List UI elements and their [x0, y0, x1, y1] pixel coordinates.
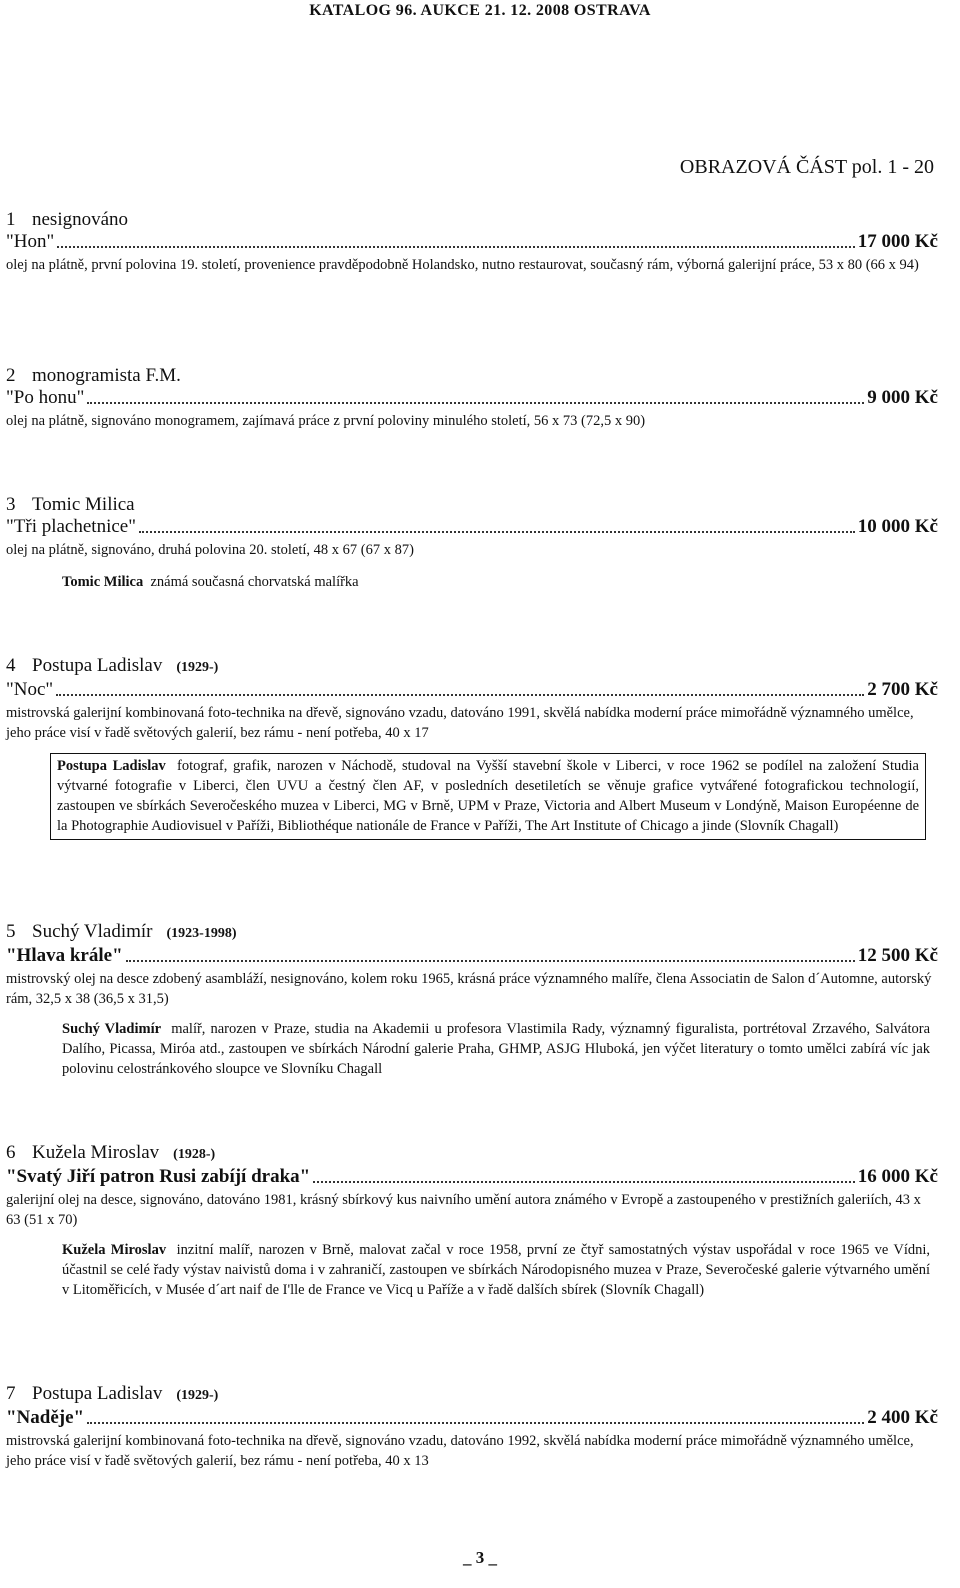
lot-title: "Svatý Jiří patron Rusi zabíjí draka": [6, 1166, 311, 1187]
lot-author: monogramista F.M.: [32, 365, 181, 386]
lot-title: "Noc": [6, 679, 54, 700]
lot-description: mistrovský olej na desce zdobený asambláží, nesignováno, kolem roku 1965, krásná práce významného malíře, člena Associatin de Salon d´Automne, autorský rám, 32,5 x 38 (36,5 x 31,5): [6, 971, 932, 1007]
lot-price: 2 400 Kč: [867, 1407, 938, 1428]
lot-head: [6, 364, 938, 387]
page-number: _ 3 _: [463, 1548, 497, 1567]
lot-years: (1929-): [176, 660, 219, 675]
lot-description: olej na plátně, signováno, druhá polovina 20. století, 48 x 67 (67 x 87): [6, 542, 414, 558]
lot-description: mistrovská galerijní kombinovaná foto-technika na dřevě, signováno vzadu, datováno 1991, skvělá nabídka moderní práce mimořádně významného umělce, jeho práce visí v řadě světových galerií, bez rámu - není potřeba, 40 x 17: [6, 705, 914, 741]
lot-number: 4: [6, 655, 16, 676]
lot-author: Postupa Ladislav: [32, 1383, 163, 1404]
lot-6: [6, 1141, 938, 1300]
lot-author: nesignováno: [32, 209, 129, 230]
lot-description: olej na plátně, první polovina 19. století, provenience pravděpodobně Holandsko, nutno restaurovat, současný rám, výborná galerijní práce, 53 x 80 (66 x 94): [6, 257, 919, 273]
lot-price: 2 700 Kč: [867, 679, 938, 700]
lot-years: (1923-1998): [166, 926, 237, 941]
leader-dots: [56, 693, 864, 696]
artist-name: Kužela Miroslav: [62, 1242, 167, 1258]
lot-price: 10 000 Kč: [857, 516, 938, 537]
section-title: OBRAZOVÁ ČÁST pol. 1 - 20: [679, 156, 934, 178]
artist-bio: malíř, narozen v Praze, studia na Akademii u profesora Vlastimila Rady, významný figuralista, portrétoval Zrzavého, Salvátora Dalího, Picassa, Miróa atd., zastoupen ve sbírkách Národní galerie Praha, GHMP, ASJG Hluboká, jen výčet literatury o tomto umělci zabírá víc jak polovinu celostránkového sloupce ve Slovníku Chagall: [62, 1021, 931, 1077]
lot-title: "Tři plachetnice": [6, 516, 136, 537]
lot-price: 9 000 Kč: [867, 387, 938, 408]
artist-bio: známá současná chorvatská malířka: [150, 574, 359, 590]
catalog-header: KATALOG 96. AUKCE 21. 12. 2008 OSTRAVA: [309, 2, 651, 19]
lot-title-row: [6, 231, 938, 253]
artist-bio: inzitní malíř, narozen v Brně, malovat začal v roce 1958, první ze čtyř samostatných výstav uspořádal v roce 1965 ve Vídni, účastnil se celé řady výstav naivistů doma i v zahraničí, zastoupen ve sbírkách Národopisného muzea v Praze, Severočeské galerie výtvarného umění v Litoměřicích, v Musée d´art naif de I'lle de France ve Vicq u Paříže a v řadě dalších sbírek (Slovník Chagall): [62, 1242, 931, 1298]
lot-3: [6, 493, 938, 592]
artist-note: [62, 572, 930, 592]
lot-4: [6, 654, 938, 840]
lot-price: 12 500 Kč: [857, 945, 938, 966]
lot-title: "Naděje": [6, 1407, 85, 1428]
lot-head: [6, 1382, 938, 1407]
lot-number: 7: [6, 1383, 16, 1404]
lot-number: 6: [6, 1142, 16, 1163]
lot-author: Kužela Miroslav: [32, 1142, 160, 1163]
lot-number: 3: [6, 494, 16, 515]
lot-head: [6, 1141, 938, 1166]
artist-bio: fotograf, grafik, narozen v Náchodě, studoval na Vyšší stavební škole v Liberci, v roce 1962 se podílel na založení Studia výtvarné fotografie v Liberci, člen UVU a čestný člen AF, v posledních desetiletích se věnuje grafice vytvářené fotografickou technologií, zastoupen ve sbírkách Severočeského muzea v Liberci, MG v Brně, UPM v Praze, Victoria and Albert Museum v Londýně, Maison Européenne de la Photographie Audiovisuel v Paříži, Bibliothéque nationále de France v Paříži, The Art Institute of Chicago a jinde (Slovník Chagall): [57, 758, 919, 834]
lot-years: (1929-): [176, 1388, 219, 1403]
lot-title-row: [6, 387, 938, 409]
lot-price: 16 000 Kč: [857, 1166, 938, 1187]
lot-number: 5: [6, 921, 16, 942]
artist-note: [62, 1019, 930, 1079]
lot-title: "Hlava krále": [6, 945, 123, 966]
lot-1: [6, 208, 938, 275]
lot-description: mistrovská galerijní kombinovaná foto-technika na dřevě, signováno vzadu, datováno 1992, skvělá nabídka moderní práce mimořádně významného umělce, jeho práce visí v řadě světových galerií, bez rámu - není potřeba, 40 x 13: [6, 1433, 914, 1469]
leader-dots: [313, 1180, 855, 1183]
leader-dots: [57, 245, 855, 248]
lot-description: olej na plátně, signováno monogramem, zajímavá práce z první poloviny minulého století, 56 x 73 (72,5 x 90): [6, 413, 646, 429]
lot-title-row: [6, 516, 938, 538]
lot-5: [6, 920, 938, 1079]
lot-author: Tomic Milica: [32, 494, 135, 515]
lot-price: 17 000 Kč: [857, 231, 938, 252]
artist-note-box: [50, 753, 926, 840]
lot-title-row: [6, 679, 938, 701]
lot-title-row: [6, 1407, 938, 1429]
lot-years: (1928-): [173, 1147, 216, 1162]
lot-title: "Hon": [6, 231, 55, 252]
lot-title-row: [6, 1166, 938, 1188]
lot-number: 1: [6, 209, 16, 230]
artist-name: Postupa Ladislav: [57, 758, 166, 774]
lot-7: [6, 1382, 938, 1471]
leader-dots: [87, 1421, 864, 1424]
lot-head: [6, 493, 938, 516]
lot-number: 2: [6, 365, 16, 386]
lot-description: galerijní olej na desce, signováno, datováno 1981, krásný sbírkový kus naivního umění autora známého v Evropě a zastoupeného v prestižních galeriích, 43 x 63 (51 x 70): [6, 1192, 921, 1228]
leader-dots: [87, 401, 864, 404]
lot-head: [6, 920, 938, 945]
artist-name: Tomic Milica: [62, 574, 144, 590]
lot-title-row: [6, 945, 938, 967]
lot-head: [6, 208, 938, 231]
lot-title: "Po honu": [6, 387, 85, 408]
lot-author: Suchý Vladimír: [32, 921, 153, 942]
artist-note: [62, 1240, 930, 1300]
lot-2: [6, 364, 938, 431]
lot-author: Postupa Ladislav: [32, 655, 163, 676]
leader-dots: [139, 530, 855, 533]
lot-head: [6, 654, 938, 679]
leader-dots: [126, 959, 855, 962]
artist-name: Suchý Vladimír: [62, 1021, 162, 1037]
